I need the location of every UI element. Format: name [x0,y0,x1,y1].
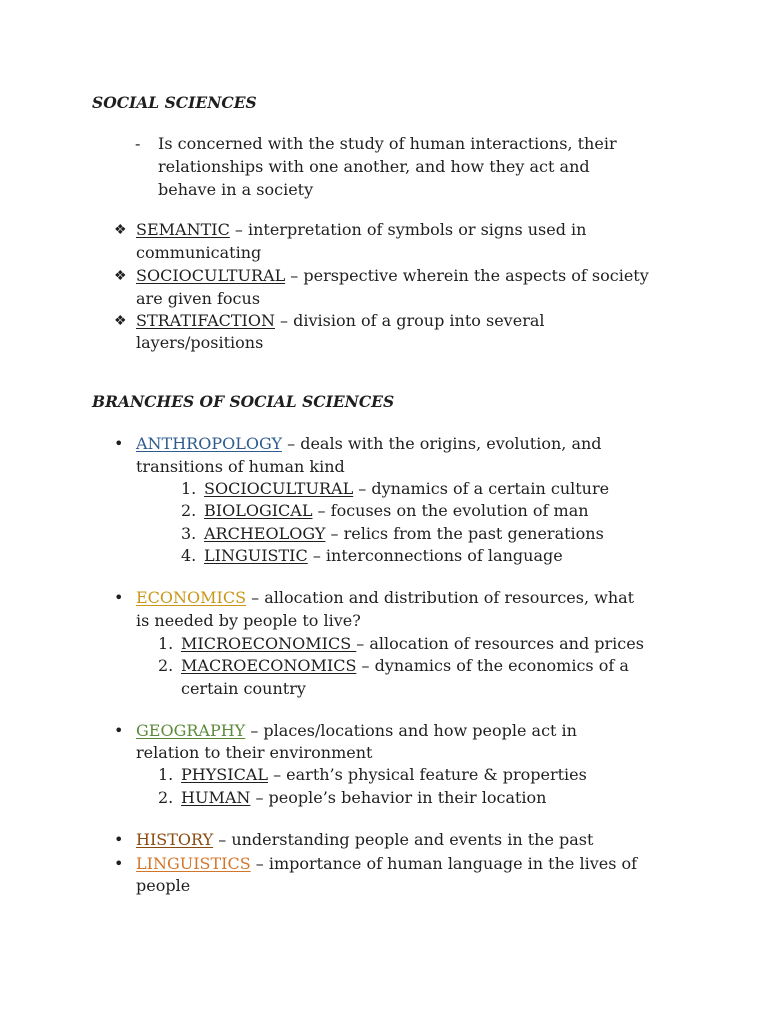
list-number: 2. [181,501,197,520]
section-heading-social-sciences: SOCIAL SCIENCES [92,93,257,112]
sub-item-label: MICROECONOMICS [181,634,357,653]
sub-item-description: – earth’s physical feature & properties [267,765,587,784]
dash-marker: - [135,134,141,153]
sub-item [181,787,546,809]
sub-item-label: SOCIOCULTURAL [204,479,354,498]
bullet-icon: • [114,434,124,453]
branch-description: – importance of human language in the lives of [250,854,638,873]
branch-description: – deals with the origins, evolution, and [282,434,602,453]
list-number: 4. [181,546,197,565]
sub-item-description: – allocation of resources and prices [356,634,644,653]
bullet-icon: • [114,854,124,873]
branch-entry [136,587,634,609]
sub-item [181,655,629,677]
section-heading-branches: BRANCHES OF SOCIAL SCIENCES [92,392,395,411]
sub-item-label: MACROECONOMICS [181,656,357,675]
definition-line: behave in a society [158,180,314,199]
term-entry [136,310,545,332]
sub-item-description: – dynamics of the economics of a [356,656,629,675]
definition-line: relationships with one another, and how they act and [158,157,590,176]
list-number: 1. [181,479,197,498]
branch-label-history: HISTORY [136,830,214,849]
sub-item-description: – dynamics of a certain culture [353,479,610,498]
branch-description-cont: people [136,876,191,895]
list-number: 2. [158,788,174,807]
branch-entry [136,829,593,851]
sub-item-description: – relics from the past generations [325,524,604,543]
branch-description: – understanding people and events in the past [213,830,594,849]
branch-label-linguistics: LINGUISTICS [136,854,251,873]
branch-entry [136,853,637,875]
sub-item-description-cont: certain country [181,679,306,698]
bullet-icon: • [114,830,124,849]
branch-description: – allocation and distribution of resources, what [246,588,635,607]
sub-item [204,523,604,545]
list-number: 2. [158,656,174,675]
sub-item [181,633,644,655]
branch-entry [136,433,602,455]
term-label: SEMANTIC [136,220,230,239]
sub-item-description: – people’s behavior in their location [250,788,547,807]
diamond-bullet-icon: ❖ [114,268,127,284]
bullet-icon: • [114,588,124,607]
branch-description: – places/locations and how people act in [245,721,577,740]
sub-item-description: – interconnections of language [307,546,563,565]
branch-label-geography: GEOGRAPHY [136,721,246,740]
sub-item [204,500,589,522]
term-entry [136,219,586,241]
term-label: SOCIOCULTURAL [136,266,286,285]
diamond-bullet-icon: ❖ [114,222,127,238]
list-number: 1. [158,765,174,784]
sub-item [204,478,609,500]
sub-item [181,764,587,786]
sub-item-label: BIOLOGICAL [204,501,313,520]
branch-entry [136,720,577,742]
term-description-cont: are given focus [136,289,261,308]
branch-label-anthropology: ANTHROPOLOGY [136,434,283,453]
sub-item [204,545,563,567]
term-description-cont: layers/positions [136,333,264,352]
branch-description-cont: transitions of human kind [136,457,345,476]
term-label: STRATIFACTION [136,311,275,330]
list-number: 1. [158,634,174,653]
sub-item-description: – focuses on the evolution of man [312,501,589,520]
diamond-bullet-icon: ❖ [114,313,127,329]
term-description: – perspective wherein the aspects of society [285,266,649,285]
branch-description-cont: is needed by people to live? [136,611,361,630]
sub-item-label: HUMAN [181,788,251,807]
term-entry [136,265,649,287]
term-description: – interpretation of symbols or signs used in [229,220,587,239]
branch-description-cont: relation to their environment [136,743,373,762]
term-description: – division of a group into several [274,311,545,330]
sub-item-label: LINGUISTIC [204,546,308,565]
list-number: 3. [181,524,197,543]
definition-line: Is concerned with the study of human interactions, their [158,134,617,153]
bullet-icon: • [114,721,124,740]
term-description-cont: communicating [136,243,262,262]
sub-item-label: ARCHEOLOGY [204,524,326,543]
sub-item-label: PHYSICAL [181,765,268,784]
branch-label-economics: ECONOMICS [136,588,247,607]
